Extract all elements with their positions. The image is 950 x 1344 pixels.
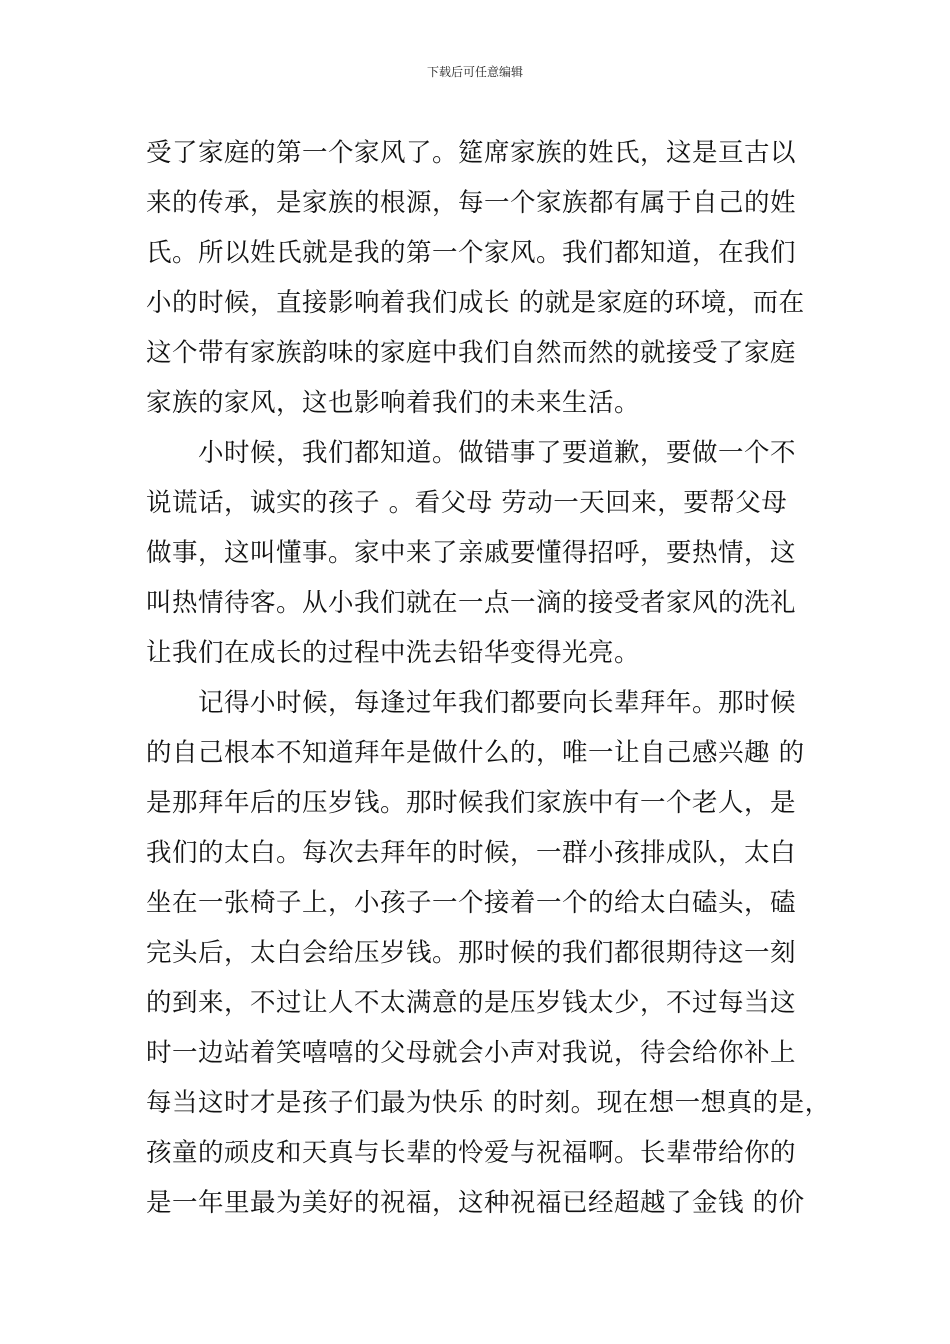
text-line: 我们的太白。每次去拜年的时候，一群小孩排成队，太白 xyxy=(146,838,797,868)
document-body xyxy=(146,128,831,1228)
text-line: 让我们在成长的过程中洗去铅华变得光亮。 xyxy=(146,638,641,668)
text-line: 做事，这叫懂事。家中来了亲戚要懂得招呼，要热情，这 xyxy=(146,538,797,568)
text-line: 每当这时才是孩子们最为快乐 的时刻。现在想一想真的是， xyxy=(146,1088,831,1118)
text-line: 孩童的顽皮和天真与长辈的怜爱与祝福啊。长辈带给你的 xyxy=(146,1138,797,1168)
text-line: 是那拜年后的压岁钱。那时候我们家族中有一个老人，是 xyxy=(146,788,797,818)
text-line: 的自己根本不知道拜年是做什么的，唯一让自己感兴趣 的 xyxy=(146,738,805,768)
text-line: 叫热情待客。从小我们就在一点一滴的接受者家风的洗礼 xyxy=(146,588,797,618)
paragraph-first-line: 记得小时候，每逢过年我们都要向长辈拜年。那时候 xyxy=(198,688,797,718)
text-line: 说谎话，诚实的孩子 。看父母 劳动一天回来，要帮父母 xyxy=(146,488,788,518)
text-line: 家族的家风，这也影响着我们的未来生活。 xyxy=(146,388,641,418)
text-line: 完头后，太白会给压岁钱。那时候的我们都很期待这一刻 xyxy=(146,938,797,968)
text-line: 氏。所以姓氏就是我的第一个家风。我们都知道，在我们 xyxy=(146,238,797,268)
text-line: 是一年里最为美好的祝福，这种祝福已经超越了金钱 的价 xyxy=(146,1188,805,1218)
text-line: 的到来，不过让人不太满意的是压岁钱太少，不过每当这 xyxy=(146,988,797,1018)
text-line: 受了家庭的第一个家风了。筵席家族的姓氏，这是亘古以 xyxy=(146,138,797,168)
text-line: 来的传承，是家族的根源，每一个家族都有属于自己的姓 xyxy=(146,188,797,218)
text-line: 这个带有家族韵味的家庭中我们自然而然的就接受了家庭 xyxy=(146,338,797,368)
text-line: 时一边站着笑嘻嘻的父母就会小声对我说，待会给你补上 xyxy=(146,1038,797,1068)
paragraph-first-line: 小时候，我们都知道。做错事了要道歉，要做一个不 xyxy=(198,438,797,468)
text-line: 小的时候，直接影响着我们成长 的就是家庭的环境，而在 xyxy=(146,288,805,318)
text-line: 坐在一张椅子上，小孩子一个接着一个的给太白磕头，磕 xyxy=(146,888,797,918)
page-header: 下载后可任意编辑 xyxy=(426,65,523,79)
